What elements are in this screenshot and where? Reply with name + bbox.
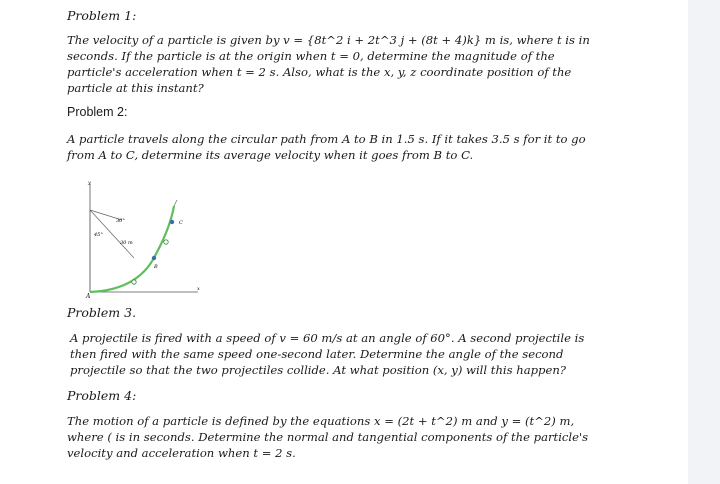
problem-2-text: A particle travels along the circular path from A to B in 1.5 s. If it takes 3.5 s for it to go from A to C, determine its average velocity when it goes from B to C. <box>67 132 586 162</box>
path-extension <box>174 200 177 206</box>
y-axis-label: y <box>88 180 91 186</box>
point-c-label: C <box>179 220 183 226</box>
point-b-label: B <box>154 264 158 270</box>
circular-path-diagram <box>84 178 206 300</box>
point-b-dot <box>152 256 156 260</box>
point-c-dot <box>170 220 174 224</box>
path-marker <box>132 280 136 284</box>
problem-2-heading: Problem 2: <box>67 105 128 119</box>
circular-path-figure <box>84 178 206 300</box>
problem-1-heading: Problem 1: <box>67 8 137 23</box>
problem-1-text: The velocity of a particle is given by v = {8t^2 i + 2t^3 j + (8t + 4)k} m is, where t is in seconds. If the particle is at the origin when t = 0, determine the magnitude of the particle's acceleration when t = 2 s. Also, what is the x, y, z coordinate position of the particle at this instant? <box>67 33 590 95</box>
angle-45-label: 45° <box>94 232 103 238</box>
problem-4-heading: Problem 4: <box>67 388 137 403</box>
path-marker-2 <box>164 240 168 244</box>
circular-path-arc <box>90 206 174 292</box>
right-gutter <box>688 0 720 484</box>
point-a-label: A <box>86 293 91 300</box>
problem-4-text: The motion of a particle is defined by the equations x = (2t + t^2) m and y = (t^2) m, where ( is in seconds. Determine the normal and tangential components of the particle's velocity and acceleration when t = 2 s. <box>67 414 589 460</box>
x-axis-label: x <box>197 286 200 292</box>
problem-3-heading: Problem 3. <box>67 305 137 320</box>
problem-3-text: A projectile is fired with a speed of v = 60 m/s at an angle of 60°. A second projectile is then fired with the same speed one-second later. Determine the angle of the second projectile so that the two projectiles collide. At what position (x, y) will this happen? <box>70 331 585 377</box>
angle-30-label: 30° <box>116 218 125 224</box>
radius-label: 30 m <box>120 240 133 246</box>
